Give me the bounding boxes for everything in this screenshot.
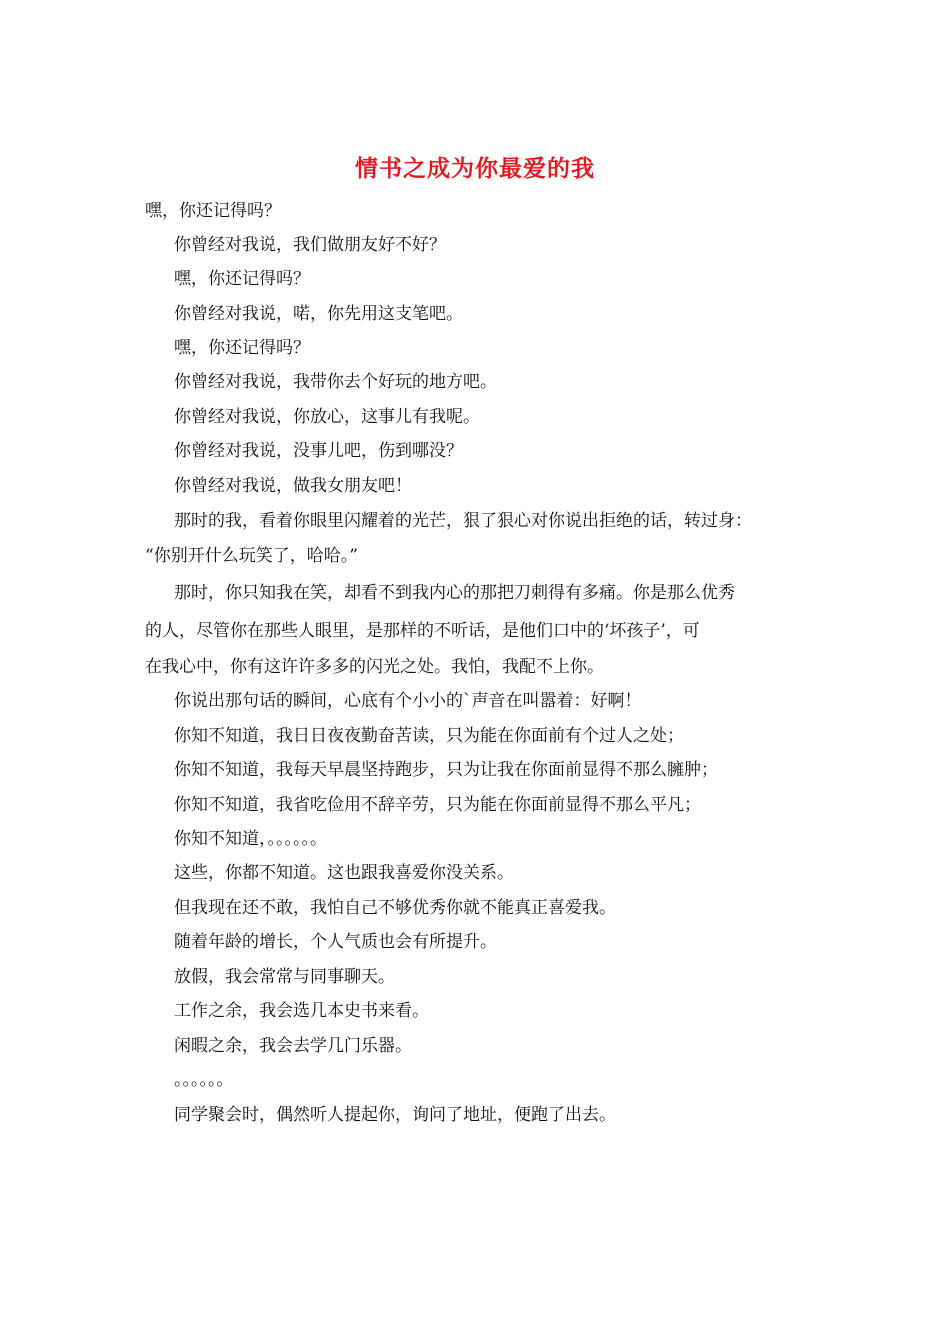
text-line: 随着年龄的增长，个人气质也会有所提升。	[174, 932, 497, 952]
text-line: 你曾经对我说，没事儿吧，伤到哪没？	[174, 441, 463, 461]
text-line: 你曾经对我说，我带你去个好玩的地方吧。	[174, 372, 497, 392]
text-line: 你说出那句话的瞬间，心底有个小小的`声音在叫嚣着：好啊！	[174, 691, 642, 711]
text-line: 在我心中，你有这许许多多的闪光之处。我怕，我配不上你。	[145, 657, 604, 677]
text-line: 嘿，你还记得吗？	[174, 269, 310, 289]
text-line: 那时，你只知我在笑，却看不到我内心的那把刀刺得有多痛。你是那么优秀	[174, 583, 735, 603]
text-line: 你知不知道，我每天早晨坚持跑步，只为让我在你面前显得不那么臃肿；	[174, 760, 718, 780]
text-line: 你曾经对我说，你放心，这事儿有我呢。	[174, 407, 480, 427]
text-line: 的人，尽管你在那些人眼里，是那样的不听话，是他们口中的‘坏孩子’，可	[145, 621, 700, 641]
text-line: 这些，你都不知道。这也跟我喜爱你没关系。	[174, 863, 514, 883]
text-line: 但我现在还不敢，我怕自己不够优秀你就不能真正喜爱我。	[174, 898, 616, 918]
text-line: “你别开什么玩笑了，哈哈。”	[145, 546, 358, 566]
text-line: 同学聚会时，偶然听人提起你，询问了地址，便跑了出去。	[174, 1105, 616, 1125]
text-line: 那时的我，看着你眼里闪耀着的光芒，狠了狠心对你说出拒绝的话，转过身：	[174, 511, 752, 531]
text-line: 放假，我会常常与同事聊天。	[174, 967, 395, 987]
text-line: 闲暇之余，我会去学几门乐器。	[174, 1036, 412, 1056]
text-line: 你曾经对我说，我们做朋友好不好？	[174, 235, 446, 255]
text-line: 嘿，你还记得吗？	[174, 338, 310, 358]
text-line: 你曾经对我说，喏，你先用这支笔吧。	[174, 304, 463, 324]
text-line: 。。。。。。	[174, 1070, 234, 1090]
text-line: 你知不知道，我省吃俭用不辞辛劳，只为能在你面前显得不那么平凡；	[174, 795, 701, 815]
text-line: 嘿，你还记得吗？	[145, 201, 281, 221]
text-line: 你知不知道，我日日夜夜勤奋苦读，只为能在你面前有个过人之处；	[174, 726, 684, 746]
text-line: 工作之余，我会选几本史书来看。	[174, 1001, 429, 1021]
document-title: 情书之成为你最爱的我	[355, 155, 595, 182]
text-line: 你知不知道，。。。。。。	[174, 829, 327, 849]
text-line: 你曾经对我说，做我女朋友吧！	[174, 476, 412, 496]
